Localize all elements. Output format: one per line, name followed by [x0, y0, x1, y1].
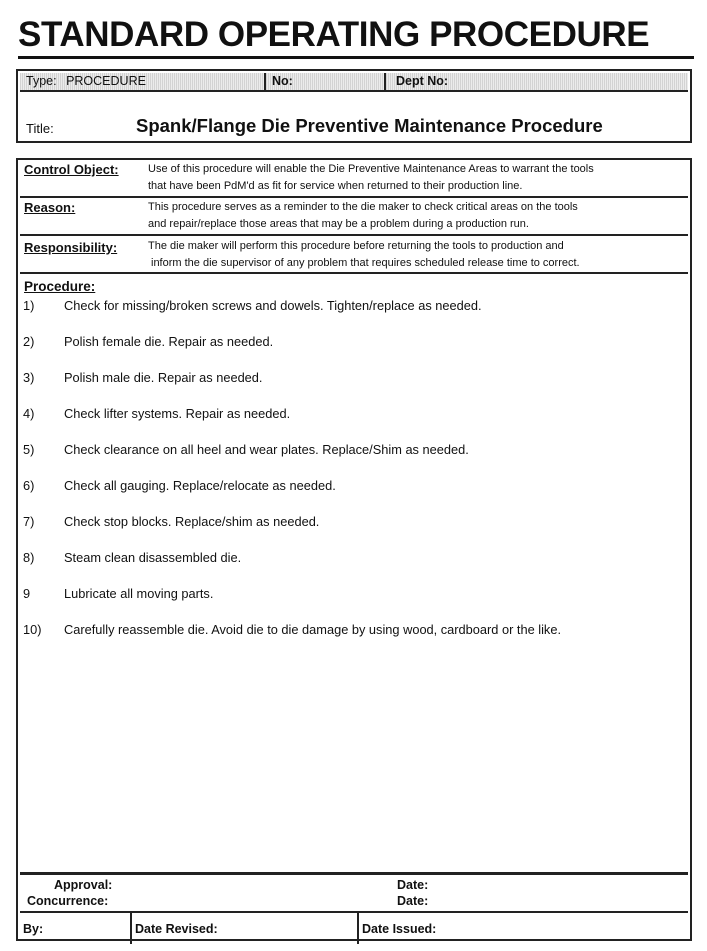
procedure-steps: [23, 294, 684, 654]
procedure-step: [23, 546, 684, 582]
step-number: 7): [23, 514, 35, 529]
step-text: Check stop blocks. Replace/shim as needed.: [64, 514, 320, 529]
step-number: 4): [23, 406, 35, 421]
step-number: 3): [23, 370, 35, 385]
procedure-step: [23, 438, 684, 474]
procedure-step: [23, 294, 684, 330]
number-cell: [264, 73, 384, 90]
reason-section: [20, 198, 688, 236]
control-object-line: that have been PdM'd as fit for service when returned to their production line.: [148, 180, 523, 192]
step-text: Check lifter systems. Repair as needed.: [64, 406, 291, 421]
date-revised-label: Date Revised:: [135, 922, 218, 936]
signoff-footer: [20, 872, 688, 942]
date-issued-label: Date Issued:: [362, 922, 437, 936]
procedure-title: Spank/Flange Die Preventive Maintenance Procedure: [136, 115, 603, 136]
step-number: 2): [23, 334, 35, 349]
procedure-step: [23, 510, 684, 546]
concurrence-label: Concurrence:: [27, 894, 109, 908]
step-text: Check all gauging. Replace/relocate as needed.: [64, 478, 336, 493]
control-object-section: [20, 160, 688, 198]
step-text: Lubricate all moving parts.: [64, 586, 214, 601]
responsibility-label: Responsibility:: [24, 240, 118, 255]
approval-label: Approval:: [54, 878, 113, 892]
responsibility-line: inform the die supervisor of any problem that requires scheduled release time to correct.: [151, 257, 580, 269]
reason-line: and repair/replace those areas that may be a problem during a production run.: [148, 218, 529, 230]
header-box: [16, 69, 692, 143]
dept-number-label: Dept No:: [396, 74, 449, 88]
responsibility-text: [148, 238, 680, 272]
step-number: 8): [23, 550, 35, 565]
dept-cell: [384, 73, 688, 90]
procedure-step: [23, 366, 684, 402]
header-strip: [20, 73, 688, 92]
procedure-step: [23, 618, 684, 654]
procedure-body: [16, 158, 692, 941]
type-label: Type:: [26, 74, 57, 88]
step-number: 10): [23, 622, 42, 637]
number-label: No:: [272, 74, 293, 88]
step-text: Carefully reassemble die. Avoid die to die damage by using wood, cardboard or the like.: [64, 622, 561, 637]
responsibility-line: The die maker will perform this procedure before returning the tools to production and: [148, 240, 564, 252]
control-object-line: Use of this procedure will enable the Die Preventive Maintenance Areas to warrant the tools: [148, 163, 594, 175]
title-row: [18, 109, 690, 139]
step-text: Steam clean disassembled die.: [64, 550, 242, 565]
step-text: Polish female die. Repair as needed.: [64, 334, 274, 349]
date-issued-cell: [357, 913, 688, 944]
procedure-step: [23, 474, 684, 510]
responsibility-section: [20, 236, 688, 274]
step-text: Polish male die. Repair as needed.: [64, 370, 263, 385]
concurrence-date-label: Date:: [397, 894, 429, 908]
title-label: Title:: [26, 121, 54, 136]
by-cell: [20, 913, 130, 944]
by-label: By:: [23, 922, 44, 936]
control-object-label: Control Object:: [24, 162, 119, 177]
approval-date-label: Date:: [397, 878, 429, 892]
date-revised-cell: [130, 913, 357, 944]
control-object-text: [148, 161, 680, 195]
step-number: 6): [23, 478, 35, 493]
step-text: Check for missing/broken screws and dowels. Tighten/replace as needed.: [64, 298, 482, 313]
reason-label: Reason:: [24, 200, 76, 215]
reason-line: This procedure serves as a reminder to the die maker to check critical areas on the tools: [148, 201, 578, 213]
step-number: 5): [23, 442, 35, 457]
type-cell: [20, 73, 264, 90]
document-title: STANDARD OPERATING PROCEDURE: [18, 14, 694, 59]
procedure-step: [23, 582, 684, 618]
type-value: PROCEDURE: [66, 74, 146, 88]
procedure-step: [23, 330, 684, 366]
reason-text: [148, 199, 680, 233]
step-text: Check clearance on all heel and wear plates. Replace/Shim as needed.: [64, 442, 469, 457]
step-number: 1): [23, 298, 35, 313]
revision-row: [20, 911, 688, 944]
procedure-heading: Procedure:: [24, 279, 96, 294]
step-number: 9: [23, 586, 31, 601]
procedure-step: [23, 402, 684, 438]
